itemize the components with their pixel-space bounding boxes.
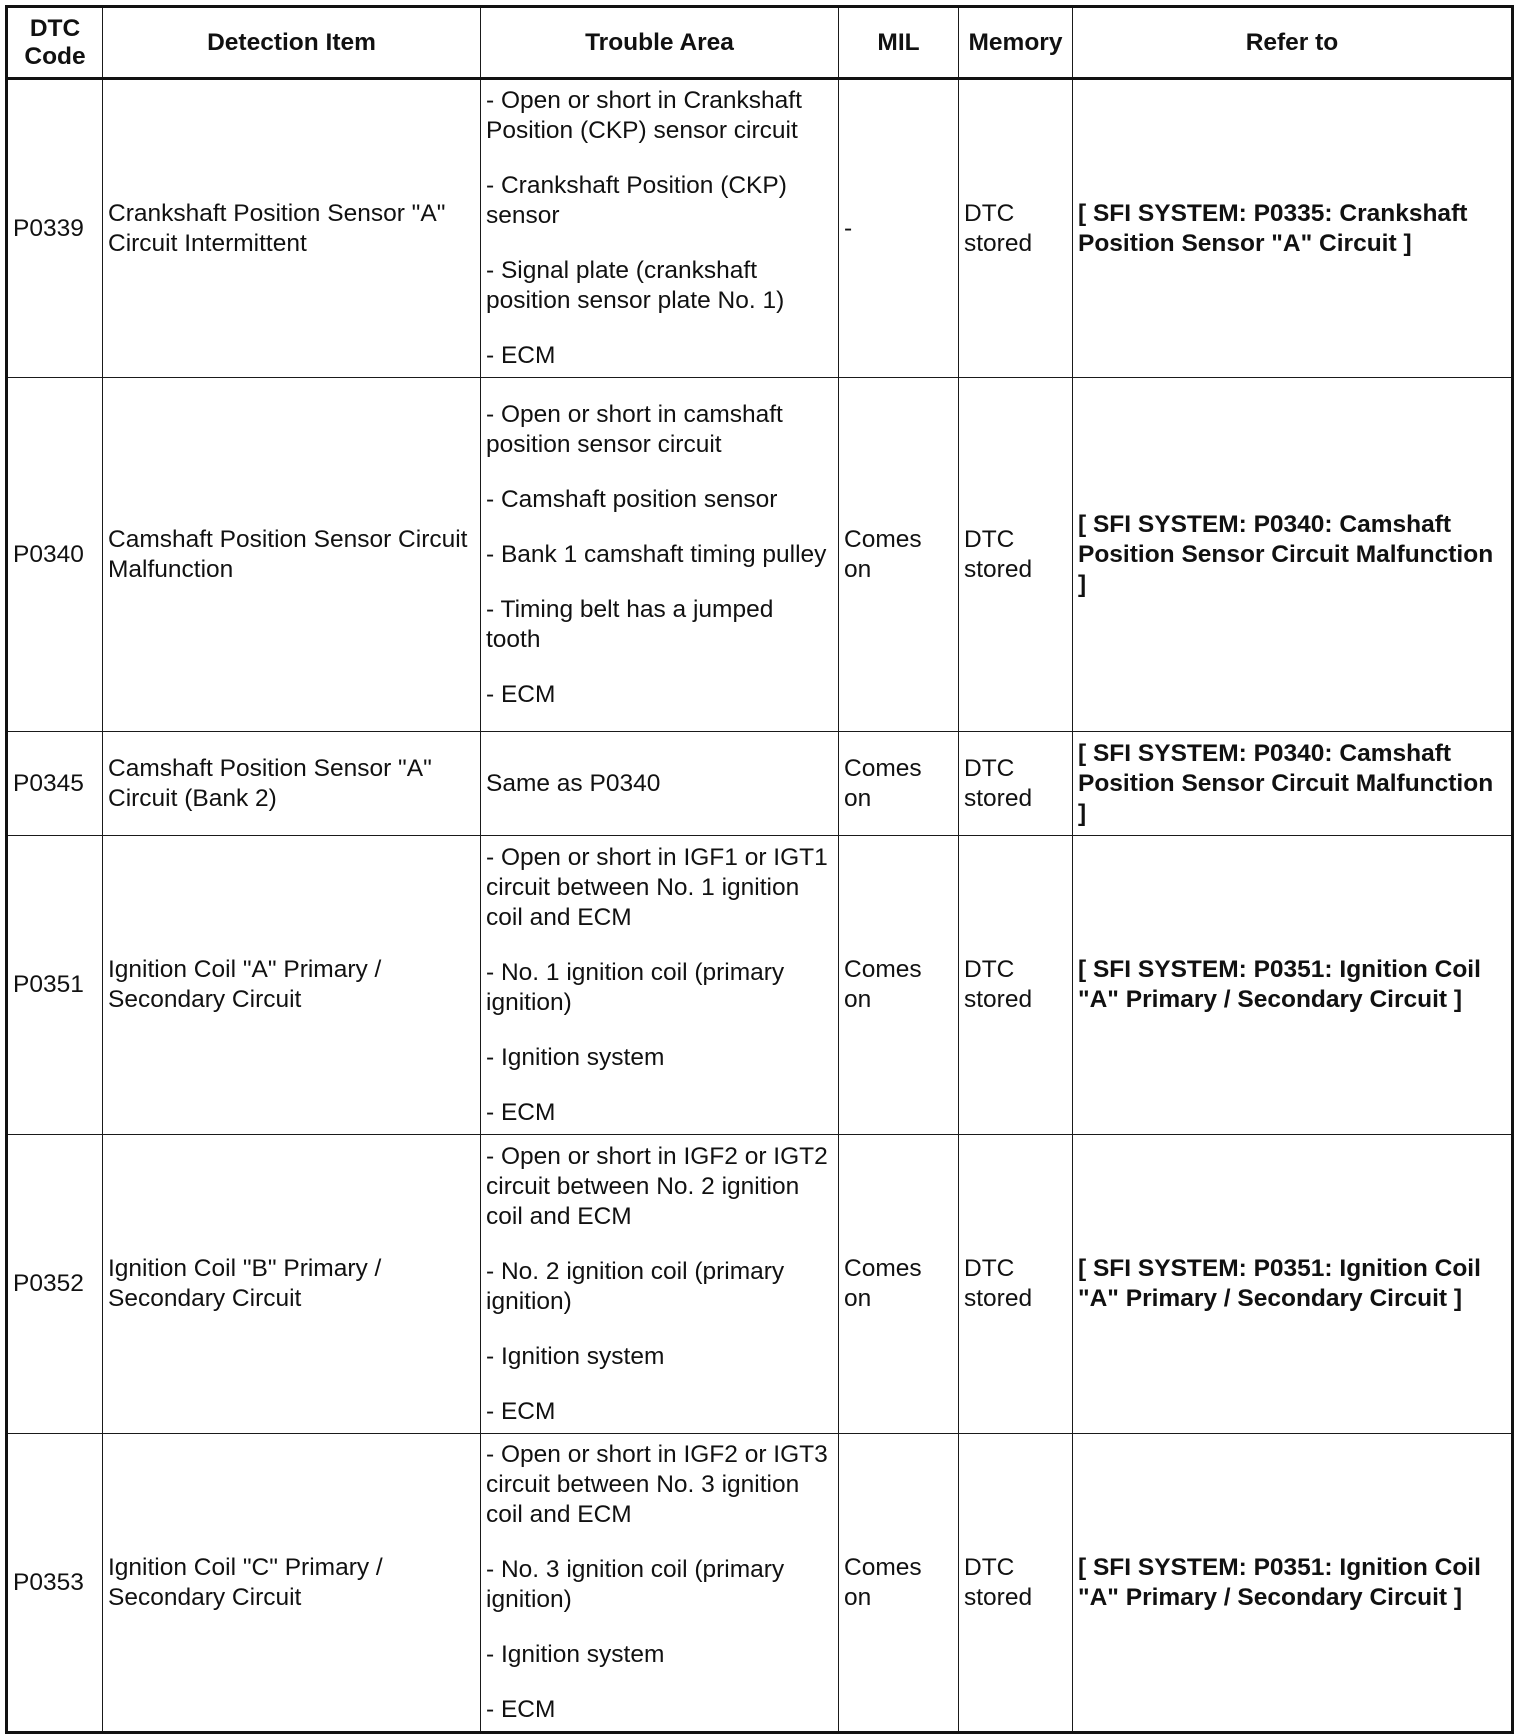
trouble-area-cell (481, 836, 839, 1135)
refer-to-cell: [ SFI SYSTEM: P0340: Camshaft Position Sensor Circuit Malfunction ] (1073, 732, 1513, 836)
trouble-area-cell (481, 1135, 839, 1434)
trouble-area-item: - Ignition system (486, 1641, 665, 1668)
trouble-area-item: - Open or short in IGF2 or IGT3 circuit between No. 3 ignition coil and ECM (486, 1441, 828, 1528)
mil-cell: Comes on (839, 378, 959, 732)
table-row (7, 1434, 1513, 1733)
trouble-area-item: - ECM (486, 1397, 556, 1425)
dtc-code-cell: P0352 (7, 1135, 103, 1434)
detection-item-cell: Camshaft Position Sensor "A" Circuit (Bank 2) (103, 732, 481, 836)
trouble-area-item: - Ignition system (486, 1043, 665, 1071)
trouble-area-item: - Timing belt has a jumped tooth (486, 595, 774, 653)
header-row (7, 7, 1513, 79)
table-row (7, 836, 1513, 1135)
dtc-table (5, 5, 1514, 1734)
header-refer-to: Refer to (1073, 7, 1513, 79)
trouble-area-item: - Bank 1 camshaft timing pulley (486, 540, 827, 568)
mil-cell: Comes on (839, 836, 959, 1135)
header-mil: MIL (839, 7, 959, 79)
detection-item-cell: Ignition Coil "A" Primary / Secondary Circuit (103, 836, 481, 1135)
header-trouble-area: Trouble Area (481, 7, 839, 79)
trouble-area-item: - No. 2 ignition coil (primary ignition) (486, 1257, 785, 1315)
trouble-area-item: - Ignition system (486, 1342, 665, 1370)
trouble-area-item: - Open or short in camshaft position sensor circuit (486, 400, 783, 458)
trouble-area-cell (481, 1434, 839, 1733)
trouble-area-item: Same as P0340 (486, 769, 661, 797)
table-row (7, 79, 1513, 378)
memory-cell: DTC stored (959, 1135, 1073, 1434)
dtc-code-cell: P0351 (7, 836, 103, 1135)
detection-item-cell: Ignition Coil "B" Primary / Secondary Circuit (103, 1135, 481, 1434)
dtc-code-cell: P0340 (7, 378, 103, 732)
trouble-area-item: - Camshaft position sensor (486, 485, 778, 513)
trouble-area-item: - ECM (486, 342, 556, 369)
trouble-area-cell (481, 732, 839, 836)
detection-item-cell: Ignition Coil "C" Primary / Secondary Circuit (103, 1434, 481, 1733)
memory-cell: DTC stored (959, 1434, 1073, 1733)
dtc-code-cell: P0353 (7, 1434, 103, 1733)
detection-item-cell: Crankshaft Position Sensor "A" Circuit Intermittent (103, 79, 481, 378)
table-row (7, 732, 1513, 836)
dtc-document (5, 5, 1511, 1734)
trouble-area-item: - Open or short in IGF1 or IGT1 circuit between No. 1 ignition coil and ECM (486, 843, 828, 931)
trouble-area-item: - ECM (486, 1098, 556, 1126)
refer-to-cell: [ SFI SYSTEM: P0351: Ignition Coil "A" Primary / Secondary Circuit ] (1073, 836, 1513, 1135)
trouble-area-item: - ECM (486, 680, 556, 708)
dtc-code-cell: P0345 (7, 732, 103, 836)
mil-cell: Comes on (839, 732, 959, 836)
refer-to-cell: [ SFI SYSTEM: P0335: Crankshaft Position Sensor "A" Circuit ] (1073, 79, 1513, 378)
refer-to-cell: [ SFI SYSTEM: P0340: Camshaft Position Sensor Circuit Malfunction ] (1073, 378, 1513, 732)
memory-cell: DTC stored (959, 836, 1073, 1135)
trouble-area-cell (481, 378, 839, 732)
detection-item-cell: Camshaft Position Sensor Circuit Malfunction (103, 378, 481, 732)
memory-cell: DTC stored (959, 378, 1073, 732)
header-memory: Memory (959, 7, 1073, 79)
trouble-area-item: - No. 3 ignition coil (primary ignition) (486, 1556, 785, 1613)
mil-cell: Comes on (839, 1135, 959, 1434)
trouble-area-item: - Crankshaft Position (CKP) sensor (486, 172, 787, 229)
trouble-area-cell (481, 79, 839, 378)
refer-to-cell: [ SFI SYSTEM: P0351: Ignition Coil "A" Primary / Secondary Circuit ] (1073, 1135, 1513, 1434)
dtc-code-cell: P0339 (7, 79, 103, 378)
header-detection-item: Detection Item (103, 7, 481, 79)
trouble-area-item: - ECM (486, 1696, 556, 1723)
header-dtc-code: DTC Code (7, 7, 103, 79)
table-row (7, 1135, 1513, 1434)
mil-cell: Comes on (839, 1434, 959, 1733)
memory-cell: DTC stored (959, 732, 1073, 836)
mil-cell: - (839, 79, 959, 378)
trouble-area-item: - Open or short in IGF2 or IGT2 circuit between No. 2 ignition coil and ECM (486, 1142, 828, 1230)
refer-to-cell: [ SFI SYSTEM: P0351: Ignition Coil "A" Primary / Secondary Circuit ] (1073, 1434, 1513, 1733)
trouble-area-item: - Signal plate (crankshaft position sensor plate No. 1) (486, 257, 785, 314)
table-row (7, 378, 1513, 732)
trouble-area-item: - No. 1 ignition coil (primary ignition) (486, 958, 785, 1016)
memory-cell: DTC stored (959, 79, 1073, 378)
trouble-area-item: - Open or short in Crankshaft Position (CKP) sensor circuit (486, 87, 802, 144)
